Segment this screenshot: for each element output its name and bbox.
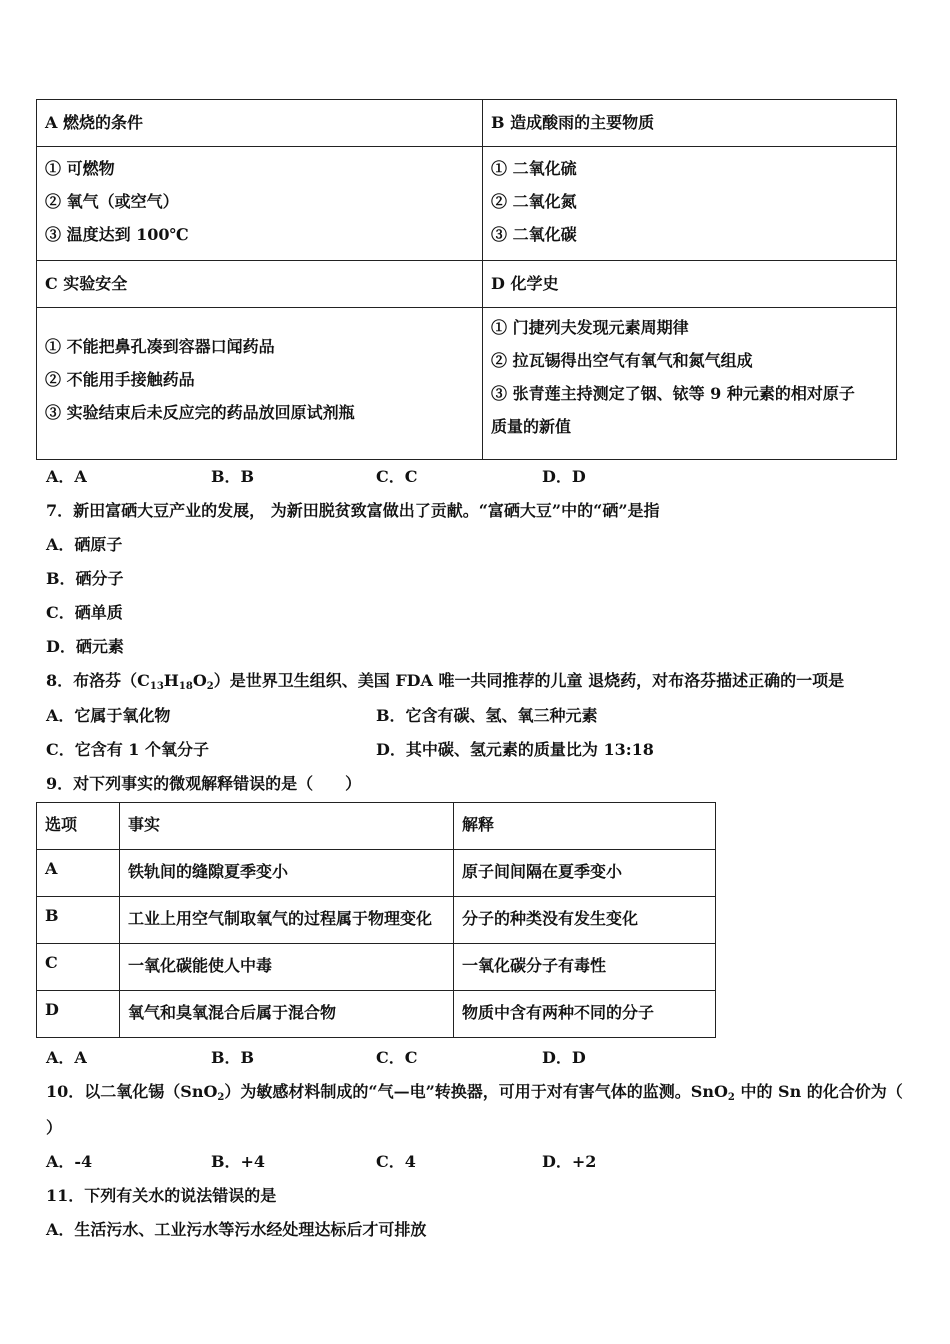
q9-row-c-label: C (37, 944, 120, 991)
q6-option-c[interactable]: C．C (376, 467, 418, 486)
q9-option-b[interactable]: B．B (211, 1048, 255, 1067)
q10-option-d[interactable]: D．+2 (542, 1152, 597, 1171)
d-item-3: ③ 张青莲主持测定了铟、铱等 9 种元素的相对原子 (491, 384, 855, 403)
table-row (37, 944, 716, 991)
q9-row-a-label: A (37, 850, 120, 897)
q10-option-b[interactable]: B．+4 (211, 1152, 266, 1171)
c-item-1: ① 不能把鼻孔凑到容器口闻药品 (45, 337, 275, 356)
cell-b-head: B 造成酸雨的主要物质 (483, 100, 897, 147)
q7-option-a[interactable]: A．硒原子 (46, 535, 123, 554)
cell-d-head: D 化学史 (483, 261, 897, 308)
cell-a-head: A 燃烧的条件 (37, 100, 483, 147)
q9-row-c-explanation: 一氧化碳分子有毒性 (454, 944, 716, 991)
q9-option-a[interactable]: A．A (46, 1048, 87, 1067)
q8-option-d[interactable]: D．其中碳、氢元素的质量比为 13:18 (376, 740, 654, 759)
q7-option-c[interactable]: C．硒单质 (46, 603, 123, 622)
table-row (37, 850, 716, 897)
q9-row-d-label: D (37, 991, 120, 1038)
q9-header-explanation: 解释 (454, 803, 716, 850)
cell-c-head: C 实验安全 (37, 261, 483, 308)
d-item-4: 质量的新值 (491, 417, 572, 436)
cell-a-items (37, 147, 483, 261)
q6-option-a[interactable]: A．A (46, 467, 87, 486)
q9-header-fact: 事实 (120, 803, 454, 850)
cell-c-items (37, 308, 483, 460)
table-row (37, 897, 716, 944)
table-row (37, 991, 716, 1038)
c-item-3: ③ 实验结束后未反应完的药品放回原试剂瓶 (45, 403, 355, 422)
q10-stem: 10．以二氧化锡（SnO$_2$）为敏感材料制成的“气—电”转换器，可用于对有害气体的监测。SnO$_2$ 中的 Sn 的化合价为（ (46, 1082, 903, 1103)
a-item-2: ② 氧气（或空气） (45, 192, 179, 211)
q10-option-a[interactable]: A．-4 (46, 1152, 93, 1171)
cell-b-items (483, 147, 897, 261)
q8-stem: 8．布洛芬$(C_{13}H_{18}O_2)$是世界卫生组织、美国 FDA 唯一共同推荐的儿童 退烧药，对布洛芬描述正确的一项是 (46, 671, 845, 692)
q9-option-c[interactable]: C．C (376, 1048, 418, 1067)
q9-row-b-explanation: 分子的种类没有发生变化 (454, 897, 716, 944)
a-item-3: ③ 温度达到 100℃ (45, 225, 189, 244)
q10-option-c[interactable]: C．4 (376, 1152, 416, 1171)
q9-row-d-fact: 氧气和臭氧混合后属于混合物 (120, 991, 454, 1038)
q6-table (36, 99, 897, 460)
q9-row-a-fact: 铁轨间的缝隙夏季变小 (120, 850, 454, 897)
q8-option-c[interactable]: C．它含有 1 个氧分子 (46, 740, 210, 759)
b-item-1: ① 二氧化硫 (491, 159, 577, 178)
d-item-1: ① 门捷列夫发现元素周期律 (491, 318, 689, 337)
q10-stem-line2: ） (46, 1118, 63, 1137)
q6-option-b[interactable]: B．B (211, 467, 255, 486)
q7-stem: 7．新田富硒大豆产业的发展， 为新田脱贫致富做出了贡献。“富硒大豆”中的“硒”是指 (46, 501, 660, 520)
q9-row-b-label: B (37, 897, 120, 944)
a-item-1: ① 可燃物 (45, 159, 115, 178)
q7-option-b[interactable]: B．硒分子 (46, 569, 124, 588)
q11-option-a[interactable]: A．生活污水、工业污水等污水经处理达标后才可排放 (46, 1220, 427, 1239)
q11-stem: 11．下列有关水的说法错误的是 (46, 1186, 277, 1205)
q9-row-c-fact: 一氧化碳能使人中毒 (120, 944, 454, 991)
q9-row-a-explanation: 原子间间隔在夏季变小 (454, 850, 716, 897)
b-item-2: ② 二氧化氮 (491, 192, 577, 211)
c-item-2: ② 不能用手接触药品 (45, 370, 195, 389)
q9-table (36, 802, 716, 1038)
q9-option-d[interactable]: D．D (542, 1048, 586, 1067)
d-item-2: ② 拉瓦锡得出空气有氧气和氮气组成 (491, 351, 753, 370)
q8-option-a[interactable]: A．它属于氧化物 (46, 706, 171, 725)
q9-row-d-explanation: 物质中含有两种不同的分子 (454, 991, 716, 1038)
b-item-3: ③ 二氧化碳 (491, 225, 577, 244)
q7-option-d[interactable]: D．硒元素 (46, 637, 124, 656)
q8-option-b[interactable]: B．它含有碳、氢、氧三种元素 (376, 706, 598, 725)
cell-d-items (483, 308, 897, 460)
q9-header-option: 选项 (37, 803, 120, 850)
q6-option-d[interactable]: D．D (542, 467, 586, 486)
q9-row-b-fact: 工业上用空气制取氧气的过程属于物理变化 (120, 897, 454, 944)
q9-stem: 9．对下列事实的微观解释错误的是（ ） (46, 774, 362, 793)
